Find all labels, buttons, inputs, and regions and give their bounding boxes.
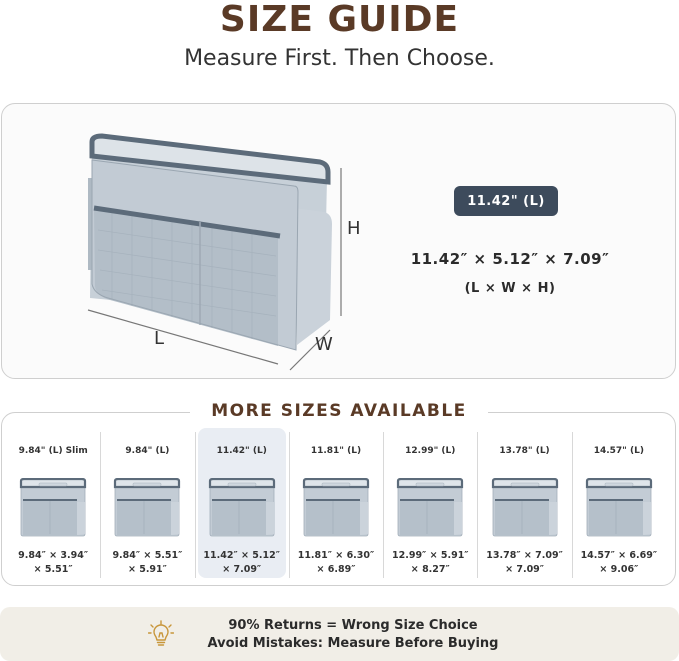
size-option[interactable]	[575, 428, 663, 578]
notice-banner	[0, 607, 679, 661]
size-option-dimensions	[103, 549, 191, 577]
width-label: W	[315, 334, 333, 355]
size-divider	[100, 432, 101, 578]
size-divider	[195, 432, 196, 578]
notice-subline: Avoid Mistakes: Measure Before Buying	[207, 636, 499, 651]
size-option-bag-image	[111, 478, 183, 542]
size-option-label: 14.57" (L)	[593, 446, 644, 456]
size-option-label: 11.42" (L)	[216, 446, 267, 456]
size-option-dimensions-line2: × 7.09″	[222, 564, 262, 575]
size-option-label: 11.81" (L)	[310, 446, 362, 456]
size-option-bag-image	[394, 478, 466, 542]
size-option-dimensions-line1: 11.81″ × 6.30″	[297, 550, 375, 561]
size-option-dimensions-line1: 11.42″ × 5.12″	[203, 550, 280, 561]
size-divider	[383, 432, 384, 578]
size-badge: 11.42" (L)	[454, 186, 558, 216]
size-divider	[289, 432, 290, 578]
size-option[interactable]	[386, 428, 474, 578]
size-option-dimensions-line1: 12.99″ × 5.91″	[392, 550, 469, 561]
dimensions-text: 11.42″ × 5.12″ × 7.09″	[410, 250, 610, 268]
size-option-bag-image	[300, 478, 372, 542]
size-option-dimensions	[9, 549, 97, 577]
page-subtitle: Measure First. Then Choose.	[184, 46, 495, 71]
more-sizes-title: MORE SIZES AVAILABLE	[190, 398, 488, 424]
size-option-dimensions-line1: 9.84″ × 5.51″	[112, 550, 183, 561]
page-title: SIZE GUIDE	[219, 0, 460, 40]
size-option[interactable]	[198, 428, 286, 578]
size-option-dimensions-line2: × 5.51″	[33, 564, 73, 575]
length-label: L	[154, 328, 165, 349]
size-option-dimensions-line2: × 6.89″	[316, 564, 356, 575]
size-option-label: 13.78" (L)	[499, 446, 550, 456]
height-label: H	[347, 218, 361, 239]
size-option-bag-image	[17, 478, 89, 542]
size-option[interactable]	[103, 428, 191, 578]
lightbulb-icon	[148, 620, 174, 648]
main-product-card	[1, 103, 676, 379]
size-option-bag-image	[583, 478, 655, 542]
size-option-bag-image	[489, 478, 561, 542]
size-option[interactable]	[292, 428, 380, 578]
size-option-dimensions-line2: × 8.27″	[410, 564, 450, 575]
size-option-label: 9.84" (L) Slim	[18, 446, 88, 456]
size-option-dimensions-line2: × 9.06″	[599, 564, 639, 575]
notice-headline: 90% Returns = Wrong Size Choice	[228, 618, 478, 633]
size-option-dimensions-line2: × 7.09″	[505, 564, 545, 575]
size-option-label: 9.84" (L)	[125, 446, 170, 456]
size-option-dimensions	[198, 549, 286, 577]
size-option-dimensions-line2: × 5.91″	[127, 564, 167, 575]
size-option[interactable]	[9, 428, 97, 578]
size-divider	[477, 432, 478, 578]
size-option-dimensions	[292, 549, 380, 577]
size-option-dimensions-line1: 9.84″ × 3.94″	[18, 550, 89, 561]
size-option-dimensions	[480, 549, 568, 577]
size-option-dimensions-line1: 14.57″ × 6.69″	[580, 550, 658, 561]
size-option-label: 12.99" (L)	[405, 446, 456, 456]
size-divider	[572, 432, 573, 578]
size-option-bag-image	[206, 478, 278, 542]
size-option-dimensions	[575, 549, 663, 577]
size-option[interactable]	[480, 428, 568, 578]
size-option-dimensions-line1: 13.78″ × 7.09″	[486, 550, 563, 561]
size-option-dimensions	[386, 549, 474, 577]
dimensions-axes: (L × W × H)	[464, 281, 556, 296]
